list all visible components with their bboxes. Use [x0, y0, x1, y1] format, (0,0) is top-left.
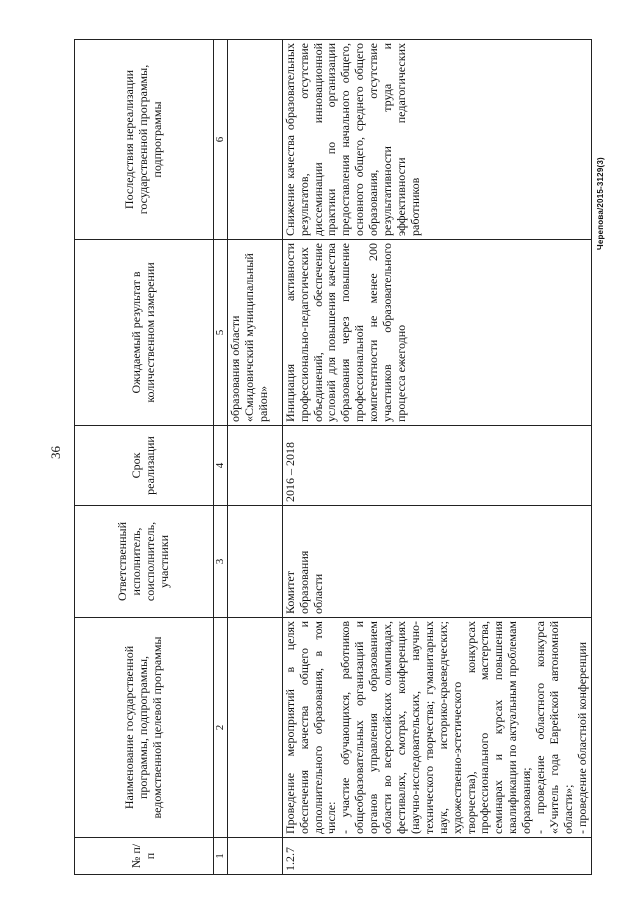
program-name-line: - проведение областного конкурса «Учитель года Еврейской автономной области»; [533, 621, 575, 834]
column-number: 5 [214, 240, 228, 426]
column-number: 6 [214, 40, 228, 240]
program-name-line: Проведение мероприятий в целях обеспечения качества общего и дополнительного образования, в том числе: [282, 621, 339, 834]
program-table [74, 39, 592, 875]
executor: Комитет образования области [282, 506, 591, 618]
column-number: 2 [214, 618, 228, 838]
header-row [75, 40, 214, 875]
continuation-result: образования области «Смидовичский муниципальный район» [227, 240, 282, 426]
header-executor: Ответственный исполнитель, соисполнитель, участники [75, 506, 214, 618]
column-number: 4 [214, 426, 228, 506]
header-num: № п/п [75, 838, 214, 875]
header-period: Срок реализации [75, 426, 214, 506]
period: 2016 – 2018 [282, 426, 591, 506]
header-consequences: Последствия нереализации государственной программы, подпрограммы [75, 40, 214, 240]
program-name [282, 618, 591, 838]
page-number: 36 [48, 446, 63, 459]
table-cell [227, 618, 282, 838]
program-name-line: - участие обучающихся, работников общеобразовательных организаций и органов управления образованием области во всероссийских олимпиадах, фестивалях, смотрах, конференциях (научно-исследовательских, научно-технического творчества; гуманитарных наук, историко-краеведческих; художественно-эстетического творчества), конкурсах профессионального мастерства, семинарах и курсах повышения квалификации по актуальным проблемам образования; [338, 621, 534, 834]
column-number: 1 [214, 838, 228, 875]
column-number: 3 [214, 506, 228, 618]
table-cell [227, 40, 282, 240]
header-result: Ожидаемый результат в количественном измерении [75, 240, 214, 426]
continuation-row [227, 40, 282, 875]
table-cell [227, 838, 282, 875]
row-number: 1.2.7 [282, 838, 591, 875]
table-cell [227, 506, 282, 618]
table-row [282, 40, 591, 875]
program-name-line: - проведение областной конференции [574, 641, 589, 834]
expected-result: Инициация активности профессионально-педагогических объединений, обеспечение условий для повышения качества образования через повышение профессиональной компетентности не менее 200 участников образовательного процесса ежегодно [282, 240, 591, 426]
column-number-row [214, 40, 228, 875]
table-cell [227, 426, 282, 506]
document-reference: Черепова/2015-3129(3) [596, 157, 605, 250]
consequences: Снижение качества образовательных результатов, отсутствие диссеминации инновационной практики по организации предоставления начального общего, основного общего, среднего общего образования, отсутствие результативности труда и эффективности педагогических работников [282, 40, 591, 240]
header-name: Наименование государственной программы, подпрограммы, ведомственной целевой программы [75, 618, 214, 838]
